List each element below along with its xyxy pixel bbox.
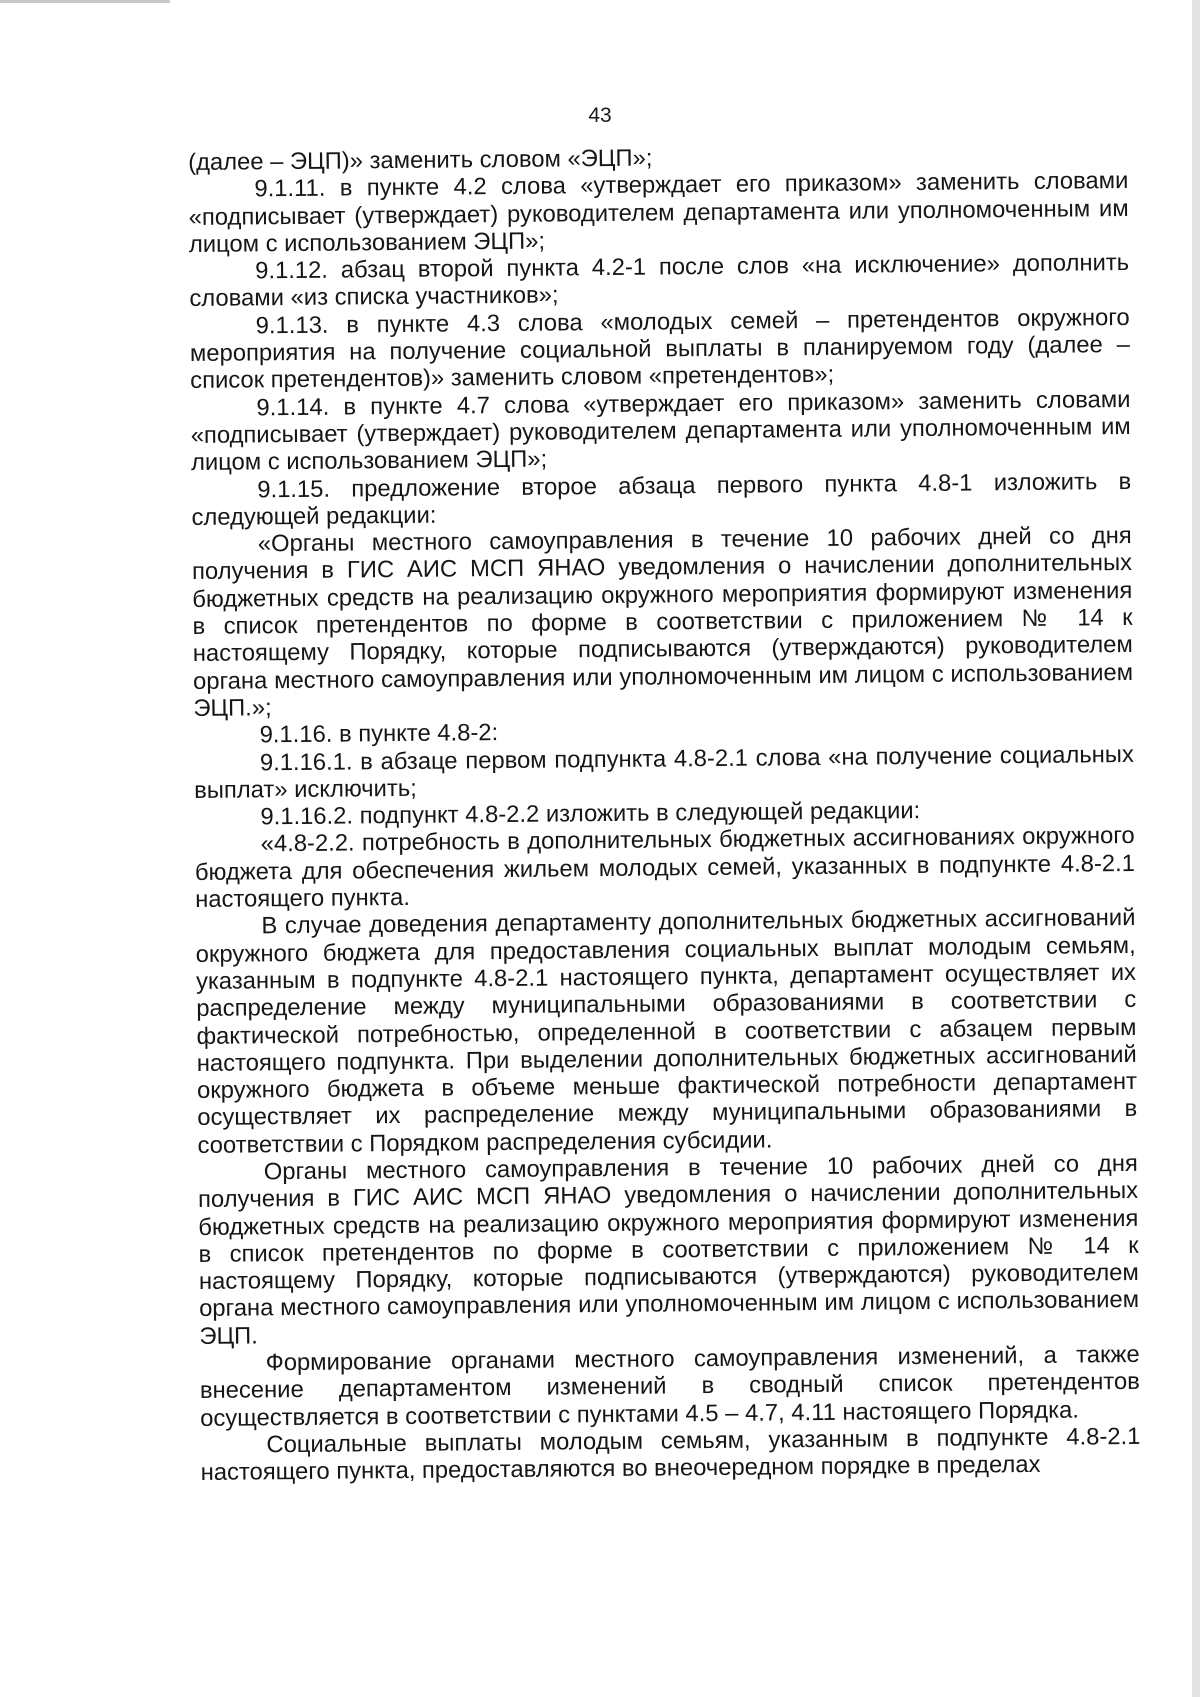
paragraph-organy: Органы местного самоуправления в течение 10 рабочих дней со дня получения в ГИС АИС МСП ЯНАО уведомления о начислении дополнительных бюджетных средств на реализацию окружного мероприятия формируют изменения в список претендентов по форме в соответствии с приложением № 14 к настоящему Порядку, которые подписываются (утверждаются) руководителем органа местного самоуправления или уполномоченным им лицом с использованием ЭЦП.	[197, 1149, 1140, 1350]
paragraph-continuation: (далее – ЭЦП)» заменить словом «ЭЦП»;	[188, 144, 653, 176]
paragraph-4-8-2-2: «4.8-2.2. потребность в дополнительных бюджетных ассигнованиях окружного бюджета для обеспечения жильем молодых семей, указанных в подпункте 4.8-2.1 настоящего пункта.	[194, 822, 1136, 913]
paragraph-9-1-15: 9.1.15. предложение второе абзаца первого пункта 4.8-1 изложить в следующей редакции:	[191, 467, 1132, 531]
paragraph-socialnye-vyplaty: Социальные выплаты молодым семьям, указанным в подпункте 4.8-2.1 настоящего пункта, предоставляются во внеочередном порядке в пределах	[200, 1422, 1141, 1487]
paragraph-formirovanie: Формирование органами местного самоуправления изменений, а также внесение департаментом изменений в сводный список претендентов осуществляется в соответствии с пунктами 4.5 – 4.7, 4.11 настоящего Порядка.	[199, 1340, 1141, 1432]
page-number: 43	[588, 104, 612, 127]
paragraph-9-1-16: 9.1.16. в пункте 4.8-2:	[259, 719, 499, 749]
paragraph-quote-organy: «Органы местного самоуправления в течение 10 рабочих дней со дня получения в ГИС АИС МСП ЯНАО уведомления о начислении дополнительных бюджетных средств на реализацию окружного мероприятия формируют изменения в список претендентов по форме в соответствии с приложением № 14 к настоящему Порядку, которые подписываются (утверждаются) руководителем органа местного самоуправления или уполномоченным им лицом с использованием ЭЦП.»;	[191, 522, 1134, 722]
paragraph-9-1-13: 9.1.13. в пункте 4.3 слова «молодых семей – претендентов окружного мероприятия на получение социальной выплаты в планируемом году (далее – список претендентов)» заменить словом «претендентов»;	[189, 303, 1131, 395]
scan-right-edge	[1192, 0, 1200, 1697]
paragraph-9-1-16-2: 9.1.16.2. подпункт 4.8-2.2 изложить в следующей редакции:	[260, 797, 921, 831]
scan-border-mark	[0, 0, 170, 3]
paragraph-9-1-12: 9.1.12. абзац второй пункта 4.2-1 после слов «на исключение» дополнить словами «из списка участников»;	[189, 249, 1130, 313]
paragraph-9-1-14: 9.1.14. в пункте 4.7 слова «утверждает его приказом» заменить словами «подписывает (утверждает) руководителем департамента или уполномоченным им лицом с использованием ЭЦП»;	[190, 385, 1131, 477]
paragraph-9-1-11: 9.1.11. в пункте 4.2 слова «утверждает его приказом» заменить словами «подписывает (утверждает) руководителем департамента или уполномоченным им лицом с использованием ЭЦП»;	[188, 167, 1129, 258]
paragraph-v-sluchae: В случае доведения департаменту дополнительных бюджетных ассигнований окружного бюджета для предоставления социальных выплат молодым семьям, указанным в подпункте 4.8-2.1 настоящего пункта, департамент осуществляет их распределение между муниципальными образованиями в соответствии с фактической потребностью, определенной в соответствии с абзацем первым настоящего подпункта. При выделении дополнительных бюджетных ассигнований окружного бюджета в объеме меньше фактической потребности департамент осуществляет их распределение между муниципальными образованиями в соответствии с Порядком распределения субсидии.	[195, 904, 1138, 1159]
document-body	[188, 140, 1141, 1487]
paragraph-9-1-16-1: 9.1.16.1. в абзаце первом подпункта 4.8-2.1 слова «на получение социальных выплат» исключить;	[194, 740, 1134, 804]
